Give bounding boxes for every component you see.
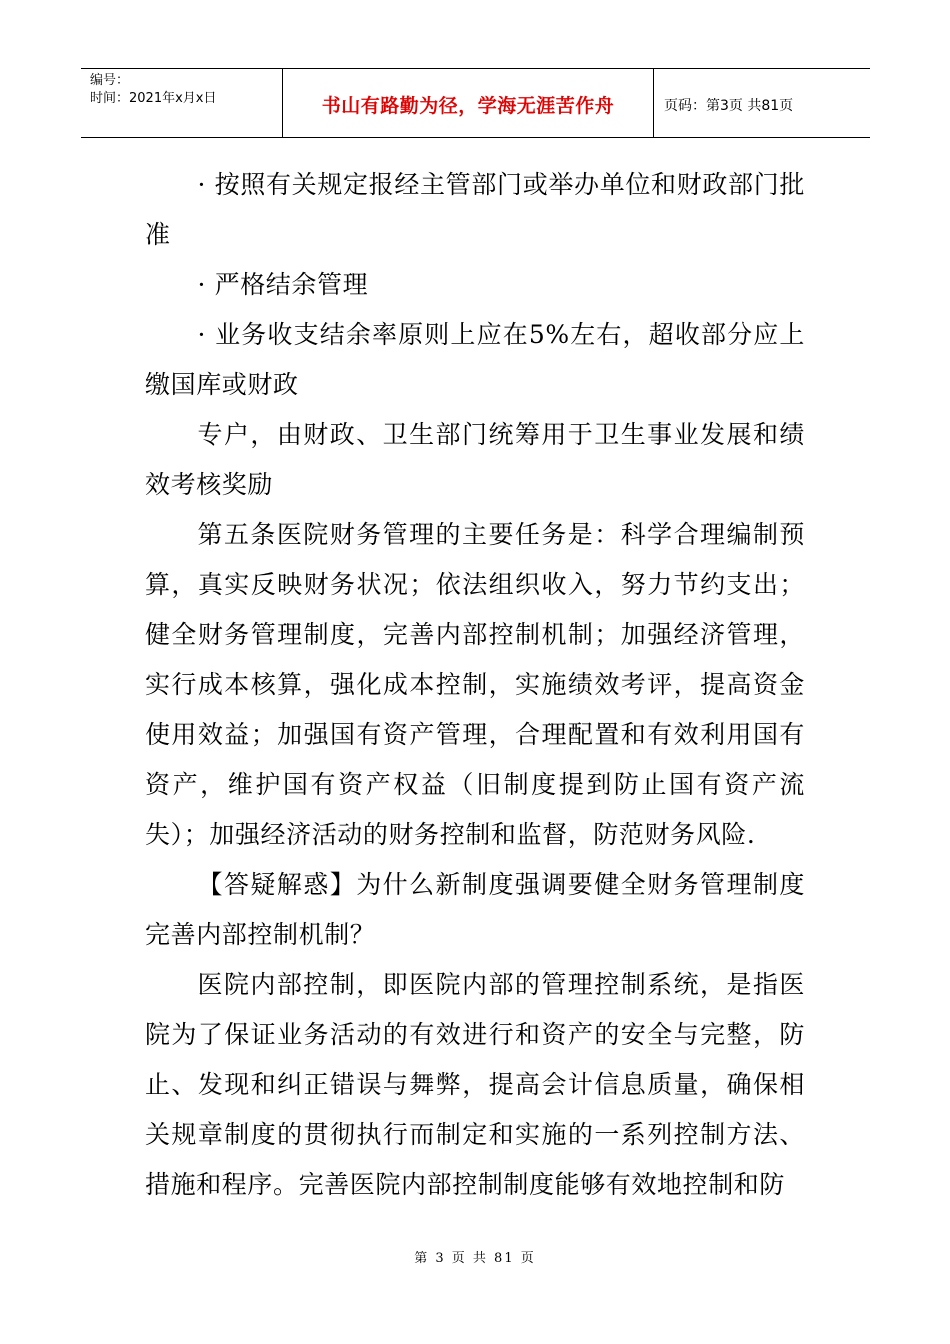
document-header bbox=[81, 68, 870, 138]
document-number-label: 编号： bbox=[90, 73, 130, 88]
header-motto: 书山有路勤为径，学海无涯苦作舟 bbox=[321, 95, 615, 117]
document-body bbox=[145, 160, 805, 1210]
header-meta-cell bbox=[81, 69, 283, 137]
header-page-cell bbox=[654, 69, 870, 137]
document-date-label: 时间：2021年x月x日 bbox=[90, 91, 217, 106]
body-paragraph: 第五条医院财务管理的主要任务是：科学合理编制预算，真实反映财务状况；依法组织收入，努力节约支出；健全财务管理制度，完善内部控制机制；加强经济管理，实行成本核算，强化成本控制，实施绩效考评，提高资金使用效益；加强国有资产管理，合理配置和有效利用国有资产，维护国有资产权益（旧制度提到防止国有资产流失）；加强经济活动的财务控制和监督，防范财务风险. bbox=[145, 520, 805, 849]
body-paragraph: · 严格结余管理 bbox=[197, 270, 369, 299]
page-footer: 第 3 页 共 81 页 bbox=[414, 1251, 536, 1266]
qa-heading-paragraph: 【答疑解惑】为什么新制度强调要健全财务管理制度完善内部控制机制？ bbox=[145, 870, 805, 949]
header-page-info: 页码：第3页 共81页 bbox=[664, 98, 794, 114]
body-paragraph: · 业务收支结余率原则上应在5%左右，超收部分应上缴国库或财政 bbox=[145, 320, 805, 399]
header-motto-cell bbox=[283, 69, 654, 137]
body-paragraph: 医院内部控制，即医院内部的管理控制系统，是指医院为了保证业务活动的有效进行和资产的安全与完整，防止、发现和纠正错误与舞弊，提高会计信息质量，确保相关规章制度的贯彻执行而制定和实施的一系列控制方法、措施和程序。完善医院内部控制制度能够有效地控制和防 bbox=[145, 970, 805, 1199]
body-paragraph: · 按照有关规定报经主管部门或举办单位和财政部门批准 bbox=[145, 170, 805, 249]
body-paragraph: 专户，由财政、卫生部门统筹用于卫生事业发展和绩效考核奖励 bbox=[145, 420, 805, 499]
